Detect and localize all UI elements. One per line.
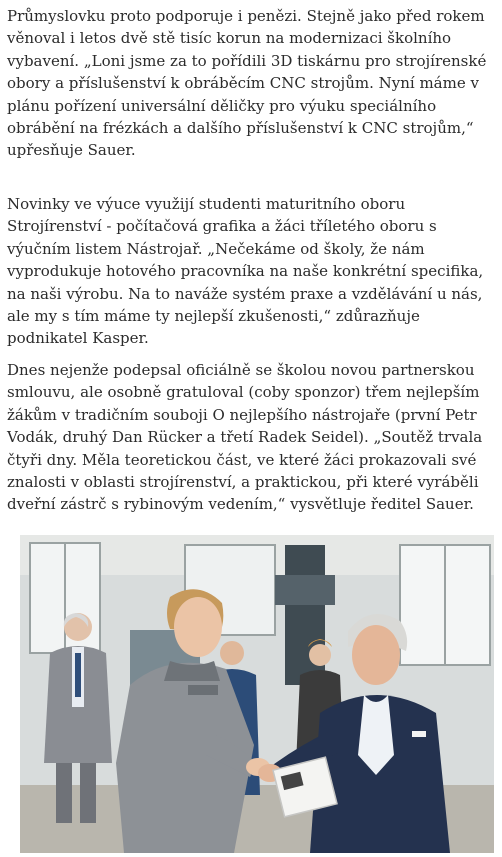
photo-illustration: [20, 535, 494, 853]
article-paragraph-3: Dnes nejenže podepsal oficiálně se školou novou partnerskou smlouvu, ale osobně gratuloval (coby sponzor) třem nejlepším žákům v tradičním souboji O nejlepšího nástrojaře (první Petr Vodák, druhý Dan Rücker a třetí Radek Seidel). „Soutěž trvala čtyři dny. Měla teoretickou část, ve které žáci prokazovali své znalosti v oblasti strojírenství, a praktickou, při které vyráběli dveřní zástrč s rybinovým vedením,“ vysvětluje ředitel Sauer.: [7, 361, 483, 514]
article-paragraph-2: Novinky ve výuce využijí studenti maturitního oboru Strojírenství - počítačová grafika a žáci tříletého oboru s výučním listem Nástrojař. „Nečekáme od školy, že nám vyprodukuje hotového pracovníka na naše konkrétní specifika, na naši výrobu. Na to naváže systém praxe a vzdělávání u nás, ale my s tím máme ty nejlepší zkušenosti,“ zdůrazňuje podnikatel Kasper.: [7, 195, 484, 348]
article-paragraph-1: Průmyslovku proto podporuje i penězi. Stejně jako před rokem věnoval i letos dvě stě tisíc korun na modernizaci školního vybavení. „Loni jsme za to pořídili 3D tiskárnu pro strojírenské obory a příslušenství k obráběcím CNC strojům. Nyní máme v plánu pořízení universální děličky pro výuku speciálního obrábění na frézkách a dalšího příslušenství k CNC strojům,“ upřesňuje Sauer.: [7, 7, 487, 160]
article-photo[interactable]: [20, 535, 494, 853]
